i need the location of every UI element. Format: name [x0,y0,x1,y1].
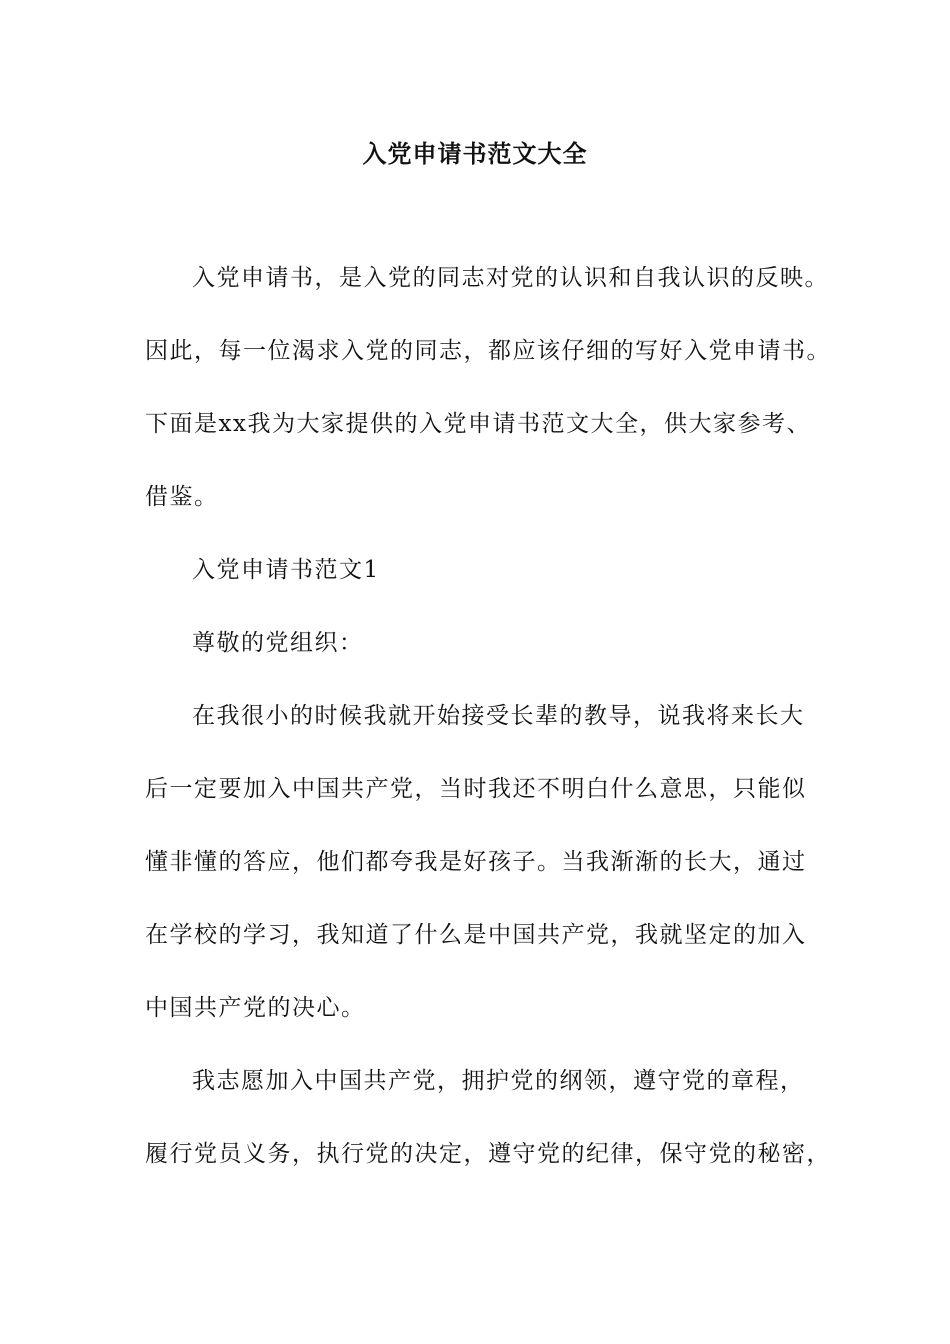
document-title: 入党申请书范文大全 [362,139,588,168]
paragraph-1-line-4: 借鉴。 [145,484,219,510]
salutation: 尊敬的党组织： [192,630,364,656]
paragraph-2-line-4: 在学校的学习，我知道了什么是中国共产党，我就坚定的加入 [145,922,807,948]
paragraph-1-line-2: 因此，每一位渴求入党的同志，都应该仔细的写好入党申请书。 [145,338,831,364]
paragraph-3-line-2: 履行党员义务，执行党的决定，遵守党的纪律，保守党的秘密， [145,1141,831,1167]
paragraph-1-line-3: 下面是xx我为大家提供的入党申请书范文大全，供大家参考、 [145,411,811,437]
paragraph-2-line-3: 懂非懂的答应，他们都夸我是好孩子。当我渐渐的长大，通过 [145,849,807,875]
paragraph-2-line-5: 中国共产党的决心。 [145,995,366,1021]
paragraph-2-line-1: 在我很小的时候我就开始接受长辈的教导，说我将来长大 [192,703,805,729]
paragraph-1-line-1: 入党申请书，是入党的同志对党的认识和自我认识的反映。 [192,265,829,291]
paragraph-3-line-1: 我志愿加入中国共产党，拥护党的纲领，遵守党的章程， [192,1068,805,1094]
section-heading-sample-1: 入党申请书范文1 [192,557,380,583]
paragraph-2-line-2: 后一定要加入中国共产党，当时我还不明白什么意思，只能似 [145,776,807,802]
